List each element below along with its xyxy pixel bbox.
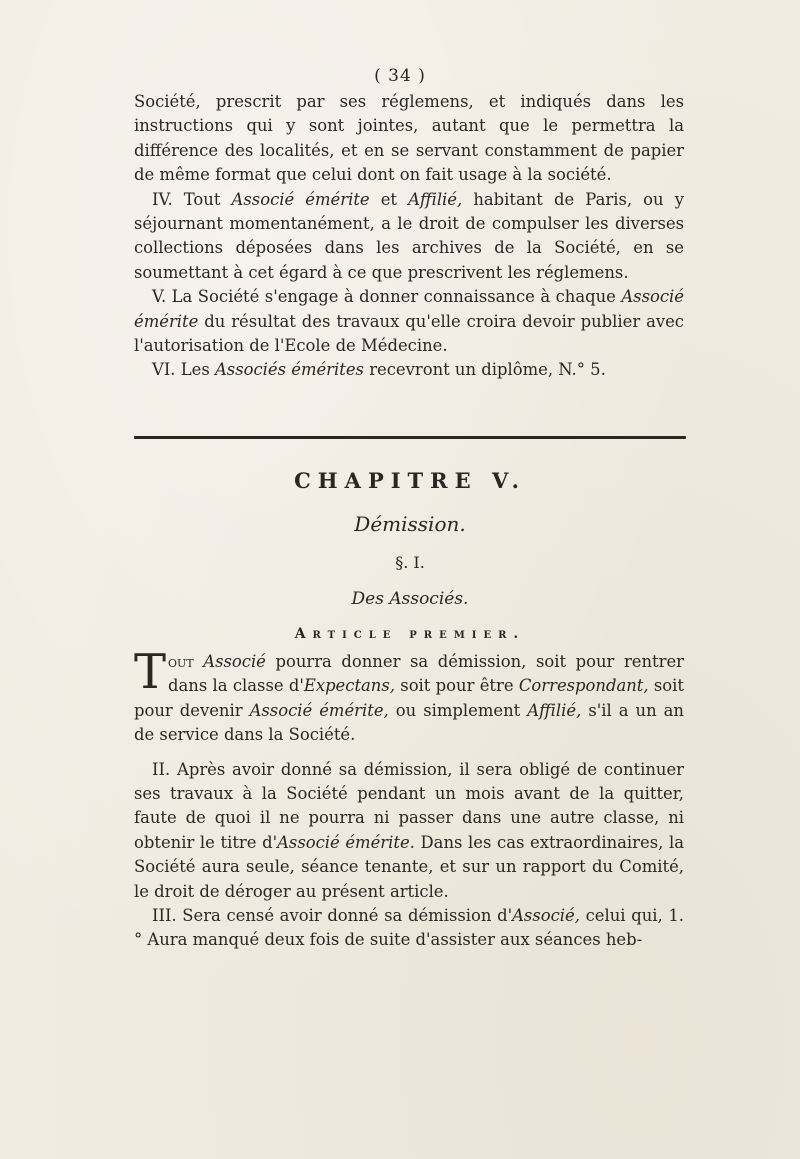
text-span: du résultat des travaux qu'elle croira devoir publier avec l'autorisation de l'Ecole de Médecine.: [134, 311, 684, 356]
chapter-subtitle: Démission.: [354, 512, 466, 536]
section-number: §. I.: [395, 553, 425, 572]
paragraph-number: III.: [152, 906, 177, 926]
text-span: soit pour devenir: [134, 676, 684, 720]
body-text-block: [134, 644, 684, 953]
italic-term: Associé,: [512, 906, 580, 926]
text-span: La Société s'engage à donner connaissance à chaque: [171, 287, 616, 307]
text-span: Après avoir donné sa démission, il sera obligé de continuer ses travaux à la Société pendant un mois avant de la quitter, faute de quoi il ne pourra ni passer dans une autre classe, ni obtenir le titre d': [134, 759, 684, 852]
paragraph-article-1: [134, 644, 684, 748]
italic-term: Associé émérite: [231, 189, 370, 209]
text-span: recevront un diplôme, N.° 5.: [369, 360, 606, 380]
text-span: habitant de Paris, ou y séjournant momentanément, a le droit de compulser les diverses collections déposées dans les archives de la Société, en se soumettant à cet égard à ce que prescrivent les réglemens.: [134, 189, 684, 282]
section-title: Des Associés.: [351, 589, 469, 609]
paragraph-ii: [134, 758, 684, 904]
text-span: celui qui, 1.° Aura manqué deux fois de suite d'assister aux séances heb-: [134, 906, 684, 950]
drop-cap: T: [134, 644, 167, 700]
italic-term: Associé émérite,: [249, 700, 389, 720]
text-span: Dans les cas extraordinaires, la Société aura seule, séance tenante, et sur un rapport du Comité, le droit de déroger au présent article.: [134, 832, 684, 901]
text-span: Sera censé avoir donné sa démission d': [182, 906, 513, 926]
italic-term: Associé: [203, 652, 266, 671]
paragraph-iii: [134, 904, 684, 953]
italic-term: Associé émérite.: [277, 832, 415, 852]
italic-term: Affilié,: [408, 189, 463, 209]
italic-term: Correspondant,: [518, 676, 649, 696]
top-text-block: [134, 90, 684, 383]
italic-term: Associé émérite: [134, 287, 684, 331]
page-number: ( 34 ): [374, 66, 426, 86]
paragraph-number: V.: [152, 287, 167, 307]
horizontal-rule: [134, 436, 686, 439]
paragraph-v: [134, 285, 684, 358]
paragraph-continued: [134, 90, 684, 188]
paragraph-number: VI.: [152, 360, 176, 380]
paragraph-number: IV.: [152, 189, 173, 209]
chapter-title: CHAPITRE V.: [294, 468, 526, 493]
text-span: s'il a un an de service dans la Société.: [134, 700, 684, 745]
paragraph-number: II.: [152, 759, 171, 779]
text-span: Tout: [183, 189, 221, 209]
italic-term: Affilié,: [527, 700, 582, 720]
text-span: soit pour être: [400, 676, 514, 696]
text-span: out: [168, 652, 194, 671]
text-span: Les: [180, 360, 210, 380]
paragraph-vi: [134, 358, 684, 382]
italic-term: Expectans,: [303, 676, 395, 696]
text-span: et: [380, 189, 398, 209]
text-span: pourra donner sa démission, soit pour rentrer dans la classe d': [168, 652, 684, 696]
paragraph-iv: [134, 188, 684, 286]
italic-term: Associés émérites: [214, 360, 364, 380]
article-heading: Article premier.: [294, 626, 526, 642]
text-span: ou simplement: [395, 700, 521, 720]
paragraph-text: Société, prescrit par ses réglemens, et indiqués dans les instructions qui y sont jointes, autant que le permettra la différence des localités, et en se servant constamment de papier de même format que celui dont on fait usage à la société.: [134, 92, 684, 185]
